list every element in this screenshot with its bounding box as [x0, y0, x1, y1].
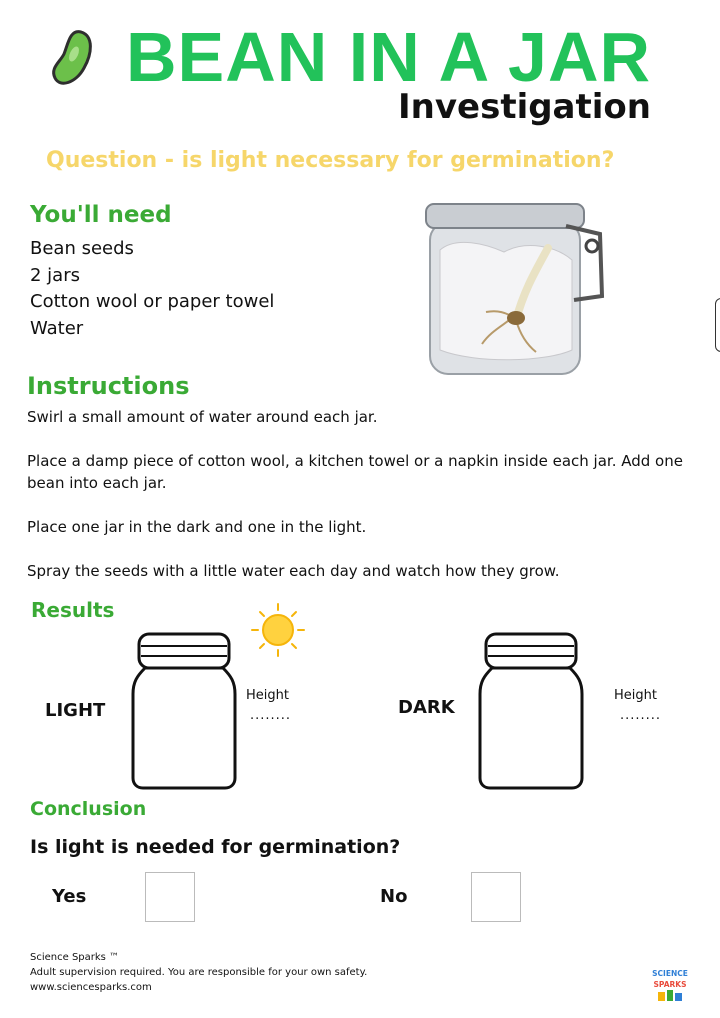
- instructions-heading: Instructions: [27, 372, 190, 400]
- dark-height-blank: ........: [620, 708, 662, 723]
- logo-word-sparks: SPARKS: [653, 980, 687, 989]
- materials-heading: You'll need: [30, 202, 172, 228]
- science-sparks-logo: [650, 965, 690, 1005]
- light-jar-outline: [129, 630, 239, 790]
- conclusion-heading: Conclusion: [30, 798, 147, 820]
- yes-checkbox[interactable]: [145, 872, 195, 922]
- instruction-step-4: Spray the seeds with a little water each day and watch how they grow.: [27, 562, 560, 580]
- results-heading: Results: [31, 598, 115, 622]
- instruction-step-3: Place one jar in the dark and one in the light.: [27, 518, 367, 536]
- dark-height-label: Height: [614, 688, 657, 703]
- page-subtitle: Investigation: [398, 87, 651, 127]
- list-item: Bean seeds: [30, 238, 134, 259]
- no-label: No: [380, 886, 408, 907]
- logo-word-science: SCIENCE: [652, 969, 688, 978]
- instruction-step-1: Swirl a small amount of water around each jar.: [27, 408, 378, 426]
- dark-label: DARK: [398, 697, 455, 718]
- footer-warning: Adult supervision required. You are responsible for your own safety.: [30, 967, 368, 978]
- bean-icon: [48, 28, 98, 88]
- light-height-label: Height: [246, 688, 289, 703]
- bean-jar-photo: [416, 200, 608, 380]
- yes-label: Yes: [52, 886, 87, 907]
- no-checkbox[interactable]: [471, 872, 521, 922]
- light-height-blank: ........: [250, 708, 292, 723]
- investigation-question: Question - is light necessary for germination?: [46, 148, 615, 173]
- footer: [30, 950, 367, 995]
- light-label: LIGHT: [45, 700, 106, 721]
- materials-list: [30, 236, 274, 342]
- dark-jar-outline: [476, 630, 586, 790]
- list-item: Cotton wool or paper towel: [30, 291, 275, 312]
- instruction-step-2: Place a damp piece of cotton wool, a kitchen towel or a napkin inside each jar. Add one bean into each jar.: [27, 452, 683, 492]
- list-item: Water: [30, 317, 84, 339]
- page-title: BEAN IN A JAR: [126, 18, 652, 96]
- footer-website: www.sciencesparks.com: [30, 982, 152, 993]
- list-item: 2 jars: [30, 264, 80, 286]
- footer-brand: Science Sparks ™: [30, 952, 120, 963]
- conclusion-question: Is light is needed for germination?: [30, 836, 401, 858]
- page-edge-tab: [715, 298, 720, 352]
- sun-icon: [248, 600, 308, 660]
